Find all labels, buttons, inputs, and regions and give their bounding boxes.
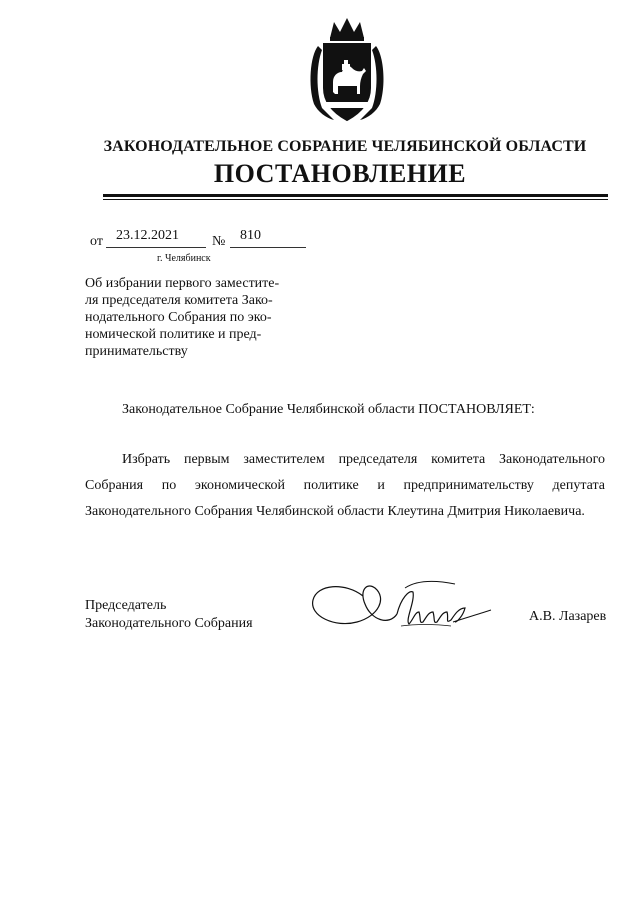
- number-underline: [230, 247, 306, 248]
- header-rule-thin: [103, 199, 608, 200]
- decision-text: Избрать первым заместителем председателя комитета Законодательного Собрания по экономической политике и предпринимательству депутата Законодательного Собрания Челябинской области Клеутина Дмитрия Николаевича.: [85, 452, 605, 519]
- document-number: 810: [240, 228, 261, 243]
- document-date: 23.12.2021: [116, 228, 179, 243]
- signatory-title-line2: Законодательного Собрания: [85, 616, 253, 631]
- handwritten-signature-icon: [305, 568, 495, 638]
- signatory-title-line1: Председатель: [85, 598, 167, 613]
- number-sign: №: [212, 234, 226, 249]
- organization-title: ЗАКОНОДАТЕЛЬНОЕ СОБРАНИЕ ЧЕЛЯБИНСКОЙ ОБЛАСТИ: [103, 138, 587, 155]
- header-rule-thick: [103, 194, 608, 197]
- signatory-name: А.В. Лазарев: [529, 609, 607, 624]
- place: г. Челябинск: [157, 253, 211, 264]
- document-subject: Об избрании первого заместите- ля председателя комитета Зако- нодательного Собрания по эко- номической политике и пред- принимательству: [85, 276, 280, 359]
- preamble: Законодательное Собрание Челябинской области ПОСТАНОВЛЯЕТ:: [122, 402, 535, 417]
- document-type-title: ПОСТАНОВЛЕНИЕ: [213, 159, 467, 188]
- coat-of-arms-icon: [300, 16, 394, 126]
- date-prefix: от: [90, 234, 103, 249]
- signatory-title: [85, 597, 253, 633]
- date-underline: [106, 247, 206, 248]
